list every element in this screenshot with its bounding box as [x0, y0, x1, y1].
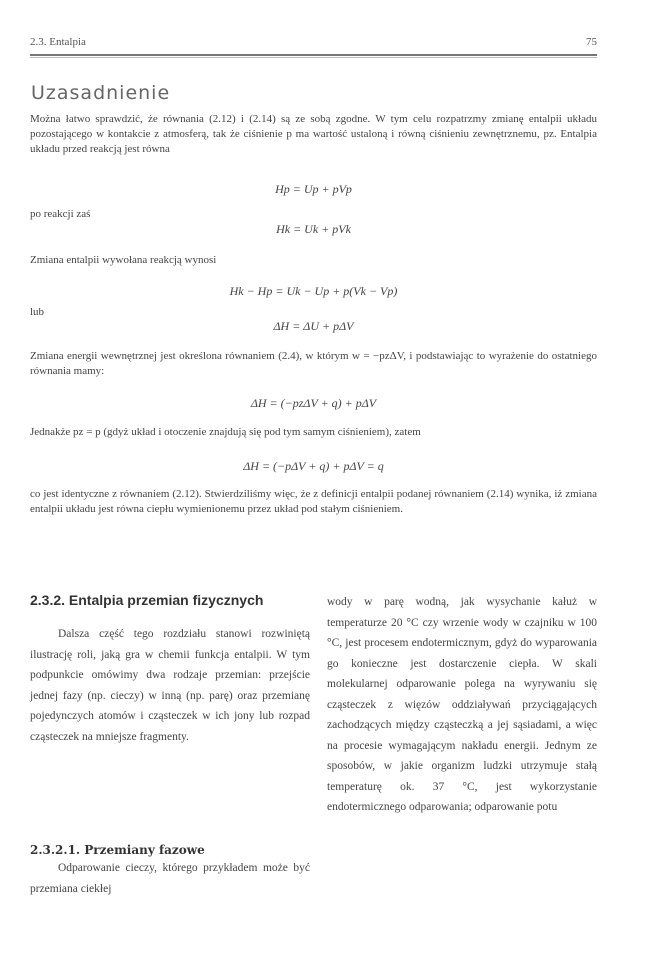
header-section: 2.3. Entalpia — [30, 36, 86, 48]
equation-enthalpy-before: Hp = Up + pVp — [275, 182, 352, 196]
section-heading: 2.3.2. Entalpia przemian fizycznych — [30, 592, 264, 608]
paragraph-justification: Można łatwo sprawdzić, że równania (2.12) i (2.14) są ze sobą zgodne. W tym celu rozpatrzmy zmianę entalpii układu pozostającego w kontakcie z atmosferą, tak że ciśnienie p ma wartość ustaloną i równą ciśnieniu zewnętrznemu, pz. Entalpia układu przed reakcją jest równa — [30, 113, 597, 155]
equation-delta-h: ΔH = ΔU + pΔV — [273, 319, 354, 333]
header-rule — [30, 54, 597, 56]
page-number: 75 — [586, 36, 597, 48]
paragraph-pressure-equal: Jednakże pz = p (gdyż układ i otoczenie znajdują się pod tym samym ciśnieniem), zatem — [30, 426, 421, 438]
text-after-reaction: po reakcji zaś — [30, 208, 91, 220]
left-column-paragraph: Dalsza część tego rozdziału stanowi rozwiniętą ilustrację roli, jaką gra w chemii funkcja entalpii. W tym podpunkcie omówimy dwa rodzaje przemian: przejście jednej fazy (np. cieczy) w inną (np. parę) oraz przemianę pojedynczych atomów i cząsteczek w ich jony lub rozpad cząsteczek na mniejsze fragmenty. — [30, 628, 310, 743]
equation-substitution: ΔH = (−pzΔV + q) + pΔV — [250, 396, 377, 410]
right-column-paragraph: wody w parę wodną, jak wysychanie kałuż w temperaturze 20 °C czy wrzenie wody w czajniku w 100 °C, jest procesem endotermicznym, gdyż do wyparowania go konieczne jest dostarczenie ciepła. W skali molekularnej odparowanie polega na wyrywaniu się cząsteczek z więzów oddziaływań przyciągających zachodzących między cząsteczką a jej sąsiadami, a więc na procesie wymagającym nakładu energii. Jednym ze sposobów, w jakie organizm ludzki utrzymuje stałą temperaturę ok. 37 °C, jest wykorzystanie endotermicznego odparowania; odparowanie potu — [327, 596, 597, 813]
left-column-paragraph-2: Odparowanie cieczy, którego przykładem może być przemiana ciekłej — [30, 862, 310, 895]
running-header — [30, 36, 597, 52]
text-or: lub — [30, 306, 45, 318]
subsection-heading: 2.3.2.1. Przemiany fazowe — [30, 843, 205, 857]
box-title: Uzasadnienie — [31, 82, 171, 104]
equation-result: ΔH = (−pΔV + q) + pΔV = q — [243, 459, 384, 473]
header-rule-thin — [30, 57, 597, 58]
paragraph-conclusion: co jest identyczne z równaniem (2.12). Stwierdziliśmy więc, że z definicji entalpii podanej równaniem (2.14) wynika, iż zmiana entalpii układu jest równa ciepłu wymienionemu przez układ pod stałym ciśnieniem. — [30, 488, 597, 515]
equation-enthalpy-after: Hk = Uk + pVk — [276, 222, 351, 236]
paragraph-internal-energy: Zmiana energii wewnętrznej jest określona równaniem (2.4), w którym w = −pzΔV, i podstawiając to wyrażenie do ostatniego równania mamy: — [30, 350, 597, 377]
equation-enthalpy-difference: Hk − Hp = Uk − Up + p(Vk − Vp) — [229, 284, 398, 298]
text-enthalpy-change: Zmiana entalpii wywołana reakcją wynosi — [30, 254, 217, 266]
